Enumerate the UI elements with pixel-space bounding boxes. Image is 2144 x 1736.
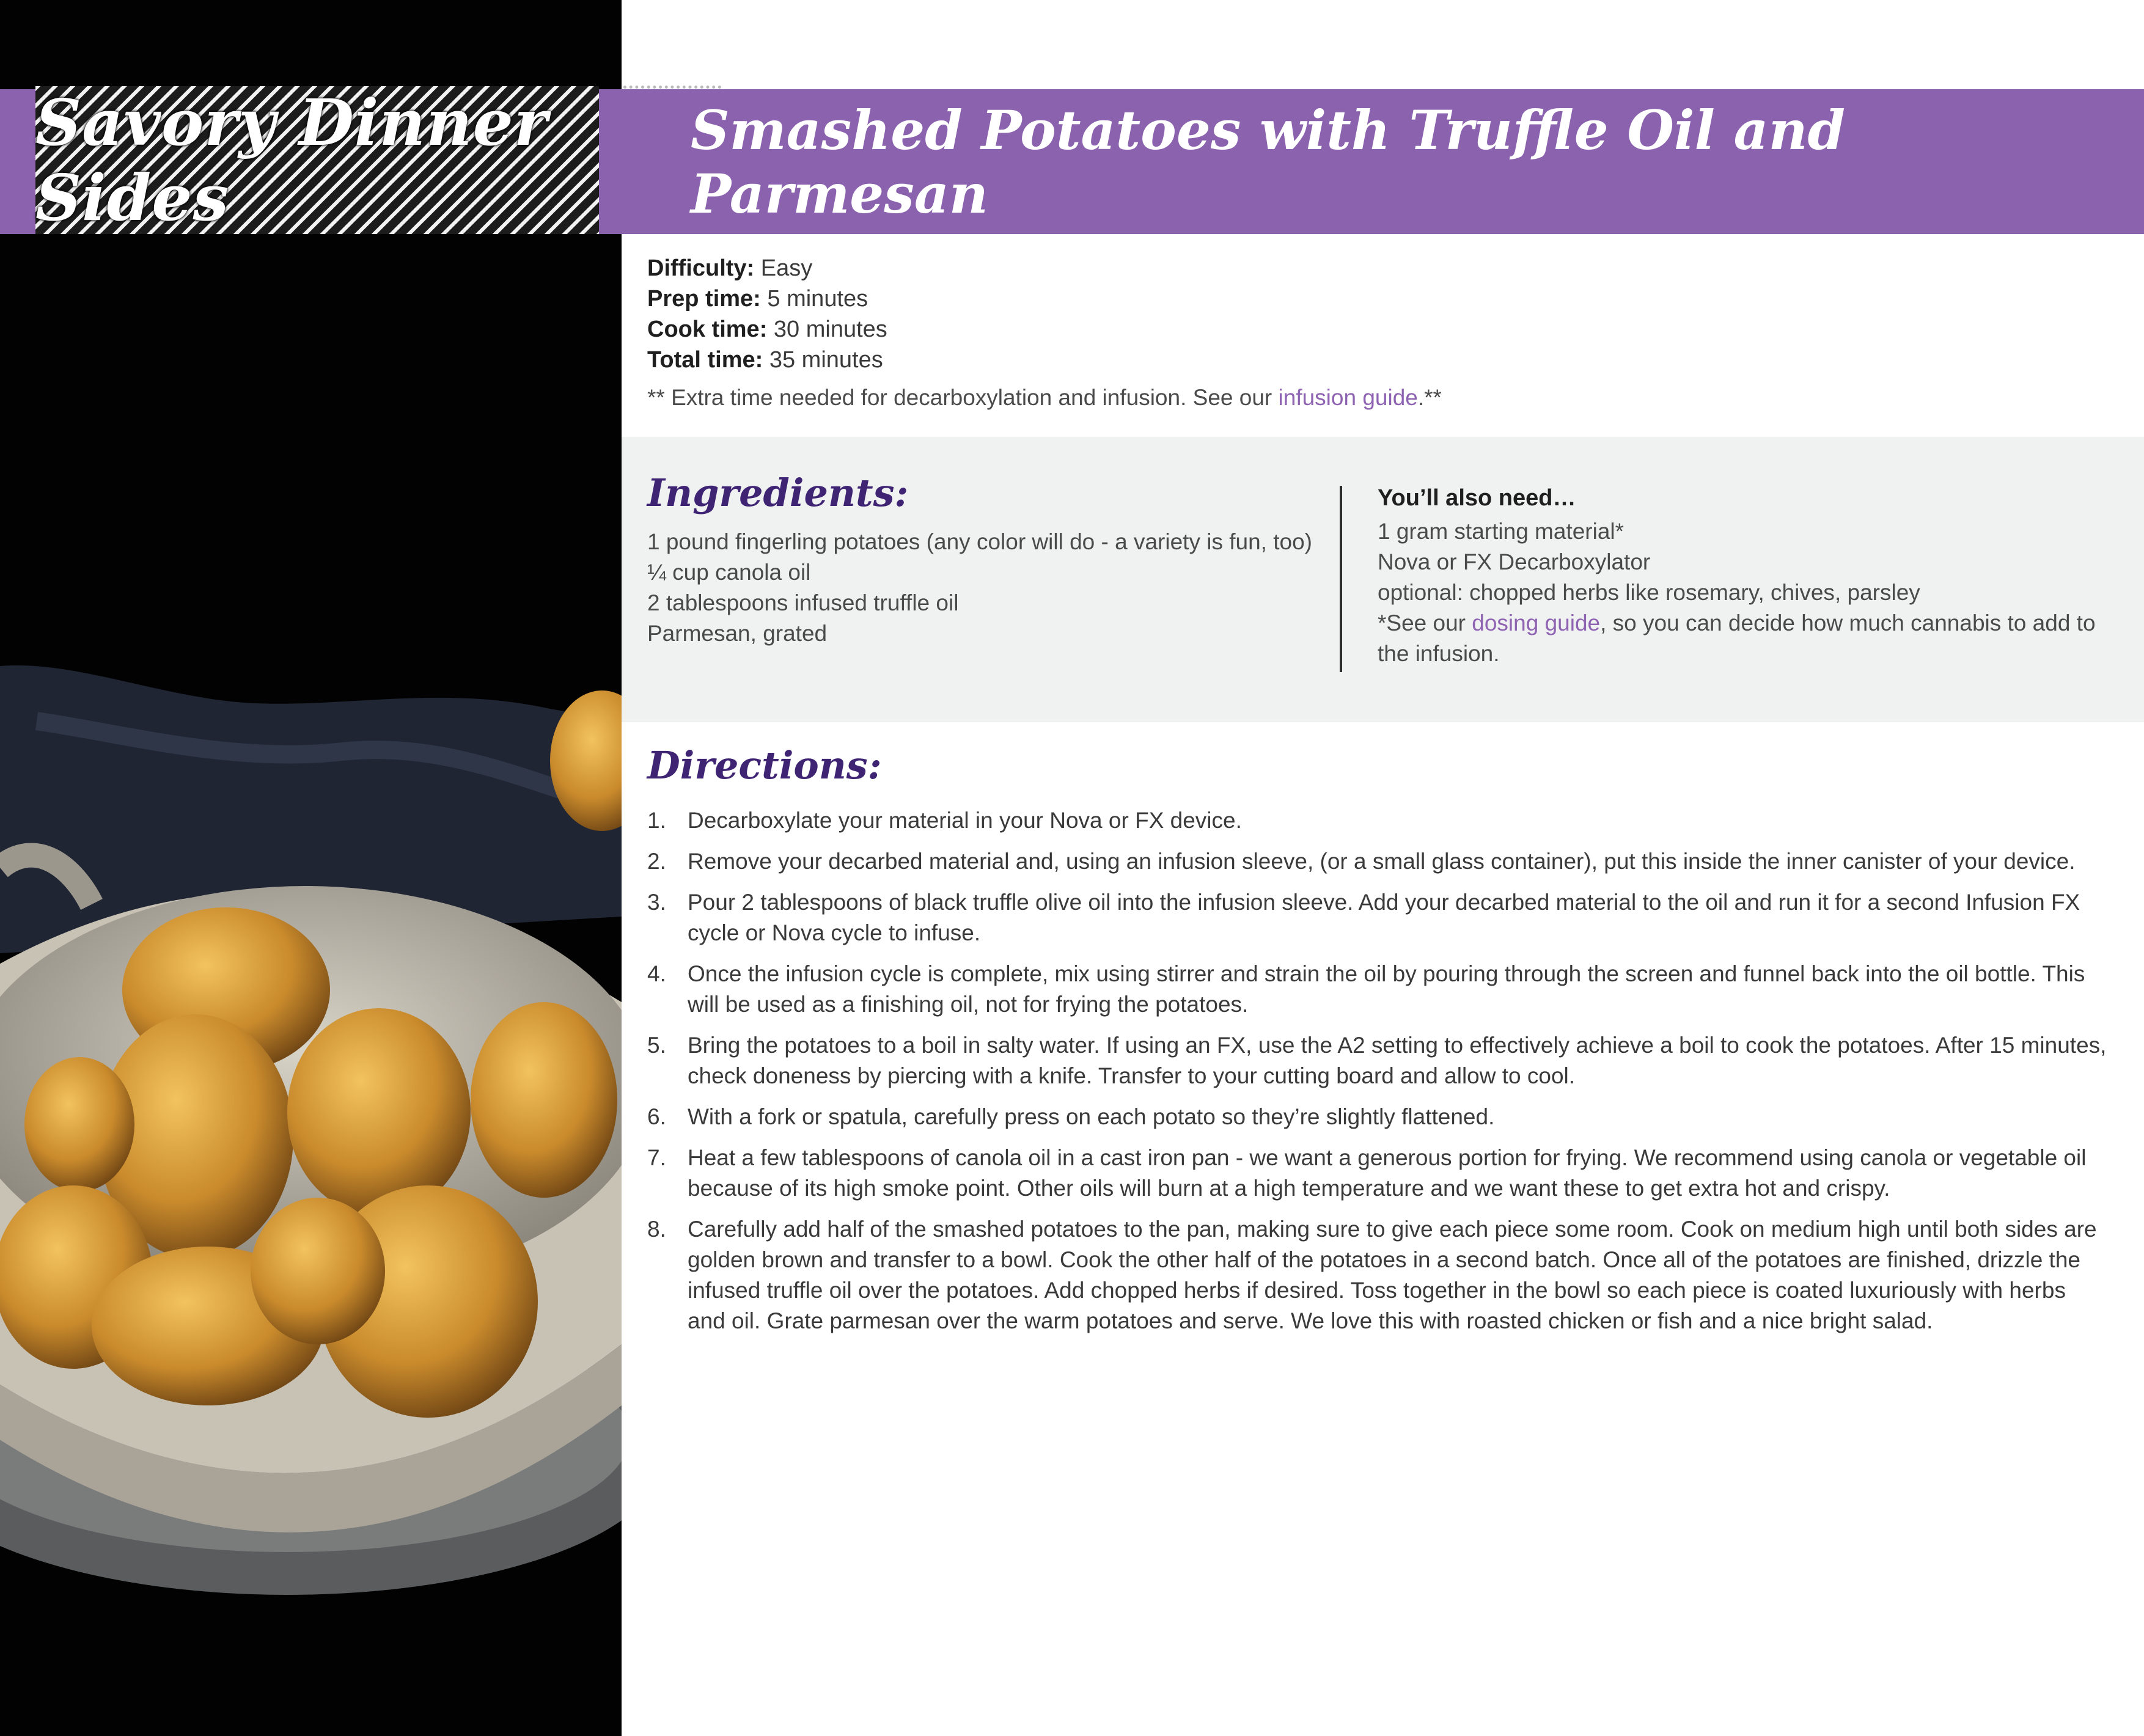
section-banner [35,86,599,234]
step-text: Remove your decarbed material and, using an infusion sleeve, (or a small glass container), put this inside the inner canister of your device. [688,849,2076,874]
ingredient-item: 1 pound fingerling potatoes (any color will do - a variety is fun, too) [647,529,1312,554]
step-text: Decarboxylate your material in your Nova or FX device. [688,808,1242,833]
note-end: .** [1417,385,1442,410]
ingredients-heading: Ingredients: [647,471,909,515]
dosing-guide-link[interactable]: dosing guide [1472,610,1601,635]
dotted-divider [623,86,721,89]
prep-time-line [647,284,868,314]
dosing-note-end: , so you can decide how much cannabis to add to the infusion. [1378,610,2096,666]
step-text: Carefully add half of the smashed potatoes to the pan, making sure to give each piece some room. Cook on medium high until both sides are golden brown and transfer to a bowl. Cook the other half of the potatoes in a second batch. Once all of the potatoes are finished, drizzle the infused truffle oil over the potatoes. Add chopped herbs if desired. Toss together in the bowl so each piece is coated luxuriously with herbs and oil. Grate parmesan over the warm potatoes and serve. We love this with roasted chicken or fish and a nice bright salad. [688,1217,2097,1333]
also-need-list [1378,516,2111,669]
cook-time-line [647,314,887,345]
potato-bowl-photo [0,0,622,1736]
also-need-heading: You’ll also need… [1378,485,1576,511]
extra-time-note [647,385,1442,411]
step-number: 3. [647,890,666,915]
ingredient-item: Parmesan, grated [647,621,828,646]
cook-time-value: 30 minutes [773,317,887,342]
step-number: 2. [647,849,666,874]
step-text: Once the infusion cycle is complete, mix using stirrer and strain the oil by pouring through the screen and funnel back into the oil bottle. This will be used as a finishing oil, not for frying the potatoes. [688,961,2085,1017]
directions-list [647,805,2108,1347]
recipe-title-box [599,89,2144,234]
difficulty-label: Difficulty: [647,255,755,281]
direction-step [647,1102,2108,1132]
direction-step [647,846,2108,877]
dosing-note-text: *See our [1378,610,1472,635]
section-title: Savory Dinner Sides [35,85,548,235]
need-item: optional: chopped herbs like rosemary, chives, parsley [1378,580,1920,605]
dosing-note [1378,608,2111,669]
prep-time-label: Prep time: [647,286,761,312]
need-item: 1 gram starting material* [1378,519,1625,544]
step-text: Bring the potatoes to a boil in salty water. If using an FX, use the A2 setting to effectively achieve a boil to cook the potatoes. After 15 minutes, check doneness by piercing with a knife. Transfer to your cutting board and allow to cool. [688,1033,2107,1088]
total-time-value: 35 minutes [769,347,883,373]
step-number: 7. [647,1145,666,1170]
direction-step [647,1030,2108,1091]
ingredients-list [647,527,1313,649]
infusion-guide-link[interactable]: infusion guide [1278,385,1418,410]
total-time-line [647,345,883,375]
ingredient-item: 2 tablespoons infused truffle oil [647,590,959,615]
prep-time-value: 5 minutes [767,286,868,312]
ingredient-item: ¼ cup canola oil [647,560,811,585]
direction-step [647,887,2108,948]
difficulty-value: Easy [760,255,813,281]
step-number: 4. [647,961,666,986]
need-item: Nova or FX Decarboxylator [1378,549,1651,574]
step-text: Heat a few tablespoons of canola oil in a cast iron pan - we want a generous portion for frying. We recommend using canola or vegetable oil because of its high smoke point. Other oils will burn at a high temperature and we want these to get extra hot and crispy. [688,1145,2087,1201]
step-number: 8. [647,1217,666,1242]
step-number: 5. [647,1033,666,1058]
step-text: With a fork or spatula, carefully press on each potato so they’re slightly flattened. [688,1104,1495,1129]
step-text: Pour 2 tablespoons of black truffle olive oil into the infusion sleeve. Add your decarbed material to the oil and run it for a second Infusion FX cycle or Nova cycle to infuse. [688,890,2080,945]
directions-heading: Directions: [647,743,882,788]
recipe-title: Smashed Potatoes with Truffle Oil and Parmesan [691,98,1846,225]
step-number: 6. [647,1104,666,1129]
direction-step [647,1214,2108,1336]
cook-time-label: Cook time: [647,317,768,342]
direction-step [647,1143,2108,1204]
total-time-label: Total time: [647,347,763,373]
direction-step [647,959,2108,1020]
difficulty-line [647,253,812,284]
direction-step [647,805,2108,836]
column-divider [1340,486,1342,672]
note-text: ** Extra time needed for decarboxylation and infusion. See our [647,385,1279,410]
step-number: 1. [647,808,666,833]
